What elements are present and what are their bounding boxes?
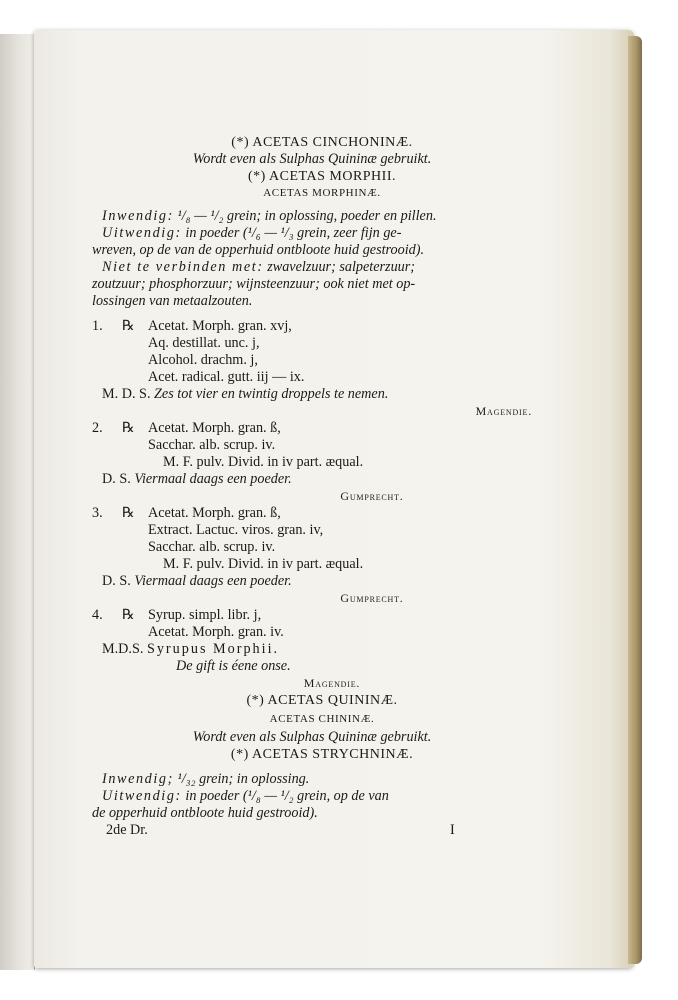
uitwendig-strychninae-text-1: in poeder (¹/₈ — ¹/₂ grein, op de van xyxy=(185,788,389,804)
signature-mark: 2de Dr. xyxy=(106,822,148,838)
morphii-subtitle: ACETAS MORPHINÆ. xyxy=(263,187,381,199)
recipe2-number: 2. xyxy=(92,420,103,436)
recipe1-ingredient: Alcohol. drachm. j, xyxy=(148,352,258,368)
recipe3-ingredient: Sacchar. alb. scrup. iv. xyxy=(148,539,276,555)
inwendig-strychninae-line xyxy=(92,771,532,788)
page-fore-edge xyxy=(628,36,642,964)
uitwendig-morphii-text-2: wreven, op de van de opperhuid ontbloote huid gestrooid). xyxy=(92,242,425,258)
rx-icon: ℞ xyxy=(122,318,135,334)
recipe2-ds xyxy=(92,471,532,488)
recipe3-ds xyxy=(92,573,532,590)
quininae-note: Wordt even als Sulphas Quininæ gebruikt. xyxy=(192,729,432,745)
heading-strychninae: (*) ACETAS STRYCHNINÆ. xyxy=(230,747,414,762)
recipe2-mf: M. F. pulv. Divid. in iv part. æqual. xyxy=(163,454,364,470)
recipe3-number: 3. xyxy=(92,505,103,521)
inwendig-morphii-text: ¹/₈ — ¹/₂ grein; in oplossing, poeder en pillen. xyxy=(177,208,437,224)
uitwendig-morphii-line xyxy=(92,225,532,242)
recipe4-number: 4. xyxy=(92,607,103,623)
uitwendig-strychninae-text-2: de opperhuid ontbloote huid gestrooid). xyxy=(92,805,318,821)
uitwendig-strychninae-line xyxy=(92,788,532,805)
recipe1-mds xyxy=(92,386,532,403)
recipe2-author: Gumprecht. xyxy=(340,489,404,503)
recipe4-ingredient: Acetat. Morph. gran. iv. xyxy=(148,624,284,640)
recipe1-mds-label: M. D. S. xyxy=(102,386,151,402)
recipe2-ds-label: D. S. xyxy=(102,471,131,487)
left-page-edge xyxy=(0,34,35,970)
recipe3-ds-label: D. S. xyxy=(102,573,131,589)
recipe2-ds-text: Viermaal daags een poeder. xyxy=(134,471,292,487)
recipe1-ingredient: Acet. radical. gutt. iij — ix. xyxy=(148,369,305,385)
recipe2-ingredient: Sacchar. alb. scrup. iv. xyxy=(148,437,276,453)
inwendig-strychninae-text: ¹/₃₂ grein; in oplossing. xyxy=(177,771,310,787)
recipe3-ingredient: Extract. Lactuc. viros. gran. iv, xyxy=(148,522,324,538)
recipe2-line-1 xyxy=(92,420,532,437)
rx-icon: ℞ xyxy=(122,420,135,436)
recipe1-ingredient: Aq. destillat. unc. j, xyxy=(148,335,260,351)
recipe3-mf: M. F. pulv. Divid. in iv part. æqual. xyxy=(163,556,364,572)
recipe1-line-1 xyxy=(92,318,532,335)
quininae-subtitle: ACETAS CHININÆ. xyxy=(269,713,375,725)
recipe4-mds-text: Syrupus Morphii. xyxy=(146,641,280,657)
heading-cinchoninae: (*) ACETAS CINCHONINÆ. xyxy=(231,135,413,150)
cinchoninae-note: Wordt even als Sulphas Quininæ gebruikt. xyxy=(192,151,432,167)
rx-icon: ℞ xyxy=(122,607,135,623)
niet-label: Niet te verbinden met: xyxy=(102,259,264,275)
recipe3-line-1 xyxy=(92,505,532,522)
recipe4-note: De gift is éene onse. xyxy=(176,658,291,674)
recipe3-ingredient: Acetat. Morph. gran. ß, xyxy=(148,505,281,521)
recipe2-ingredient: Acetat. Morph. gran. ß, xyxy=(148,420,281,436)
inwendig-morphii-line xyxy=(92,208,532,225)
page-text xyxy=(92,134,532,839)
inwendig-label: Inwendig: xyxy=(102,208,174,224)
uitwendig-label: Uitwendig: xyxy=(102,788,182,804)
recipe1-mds-text: Zes tot vier en twintig droppels te nemen. xyxy=(154,386,389,402)
recipe4-ingredient: Syrup. simpl. libr. j, xyxy=(148,607,262,623)
signature-letter: I xyxy=(450,822,455,838)
recipe1-number: 1. xyxy=(92,318,103,334)
heading-quininae: (*) ACETAS QUININÆ. xyxy=(246,693,398,708)
signature-line xyxy=(92,822,532,839)
recipe4-author: Magendie. xyxy=(303,676,361,690)
niet-text-1: zwavelzuur; salpeterzuur; xyxy=(267,259,415,275)
recipe4-line-1 xyxy=(92,607,532,624)
uitwendig-morphii-text-1: in poeder (¹/₆ — ¹/₃ grein, zeer fijn ge- xyxy=(185,225,402,241)
recipe4-mds xyxy=(92,641,532,658)
niet-text-2: zoutzuur; phosphorzuur; wijnsteenzuur; ook niet met op- xyxy=(92,276,416,292)
niet-line xyxy=(92,259,532,276)
recipe3-ds-text: Viermaal daags een poeder. xyxy=(134,573,292,589)
heading-morphii: (*) ACETAS MORPHII. xyxy=(248,169,396,184)
recipe1-ingredient: Acetat. Morph. gran. xvj, xyxy=(148,318,292,334)
uitwendig-label: Uitwendig: xyxy=(102,225,182,241)
niet-text-3: lossingen van metaalzouten. xyxy=(92,293,253,309)
recipe1-author: Magendie. xyxy=(475,404,532,418)
recipe3-author: Gumprecht. xyxy=(340,591,404,605)
inwendig-label: Inwendig; xyxy=(102,771,174,787)
rx-icon: ℞ xyxy=(122,505,135,521)
recipe4-mds-label: M.D.S. xyxy=(102,641,144,657)
